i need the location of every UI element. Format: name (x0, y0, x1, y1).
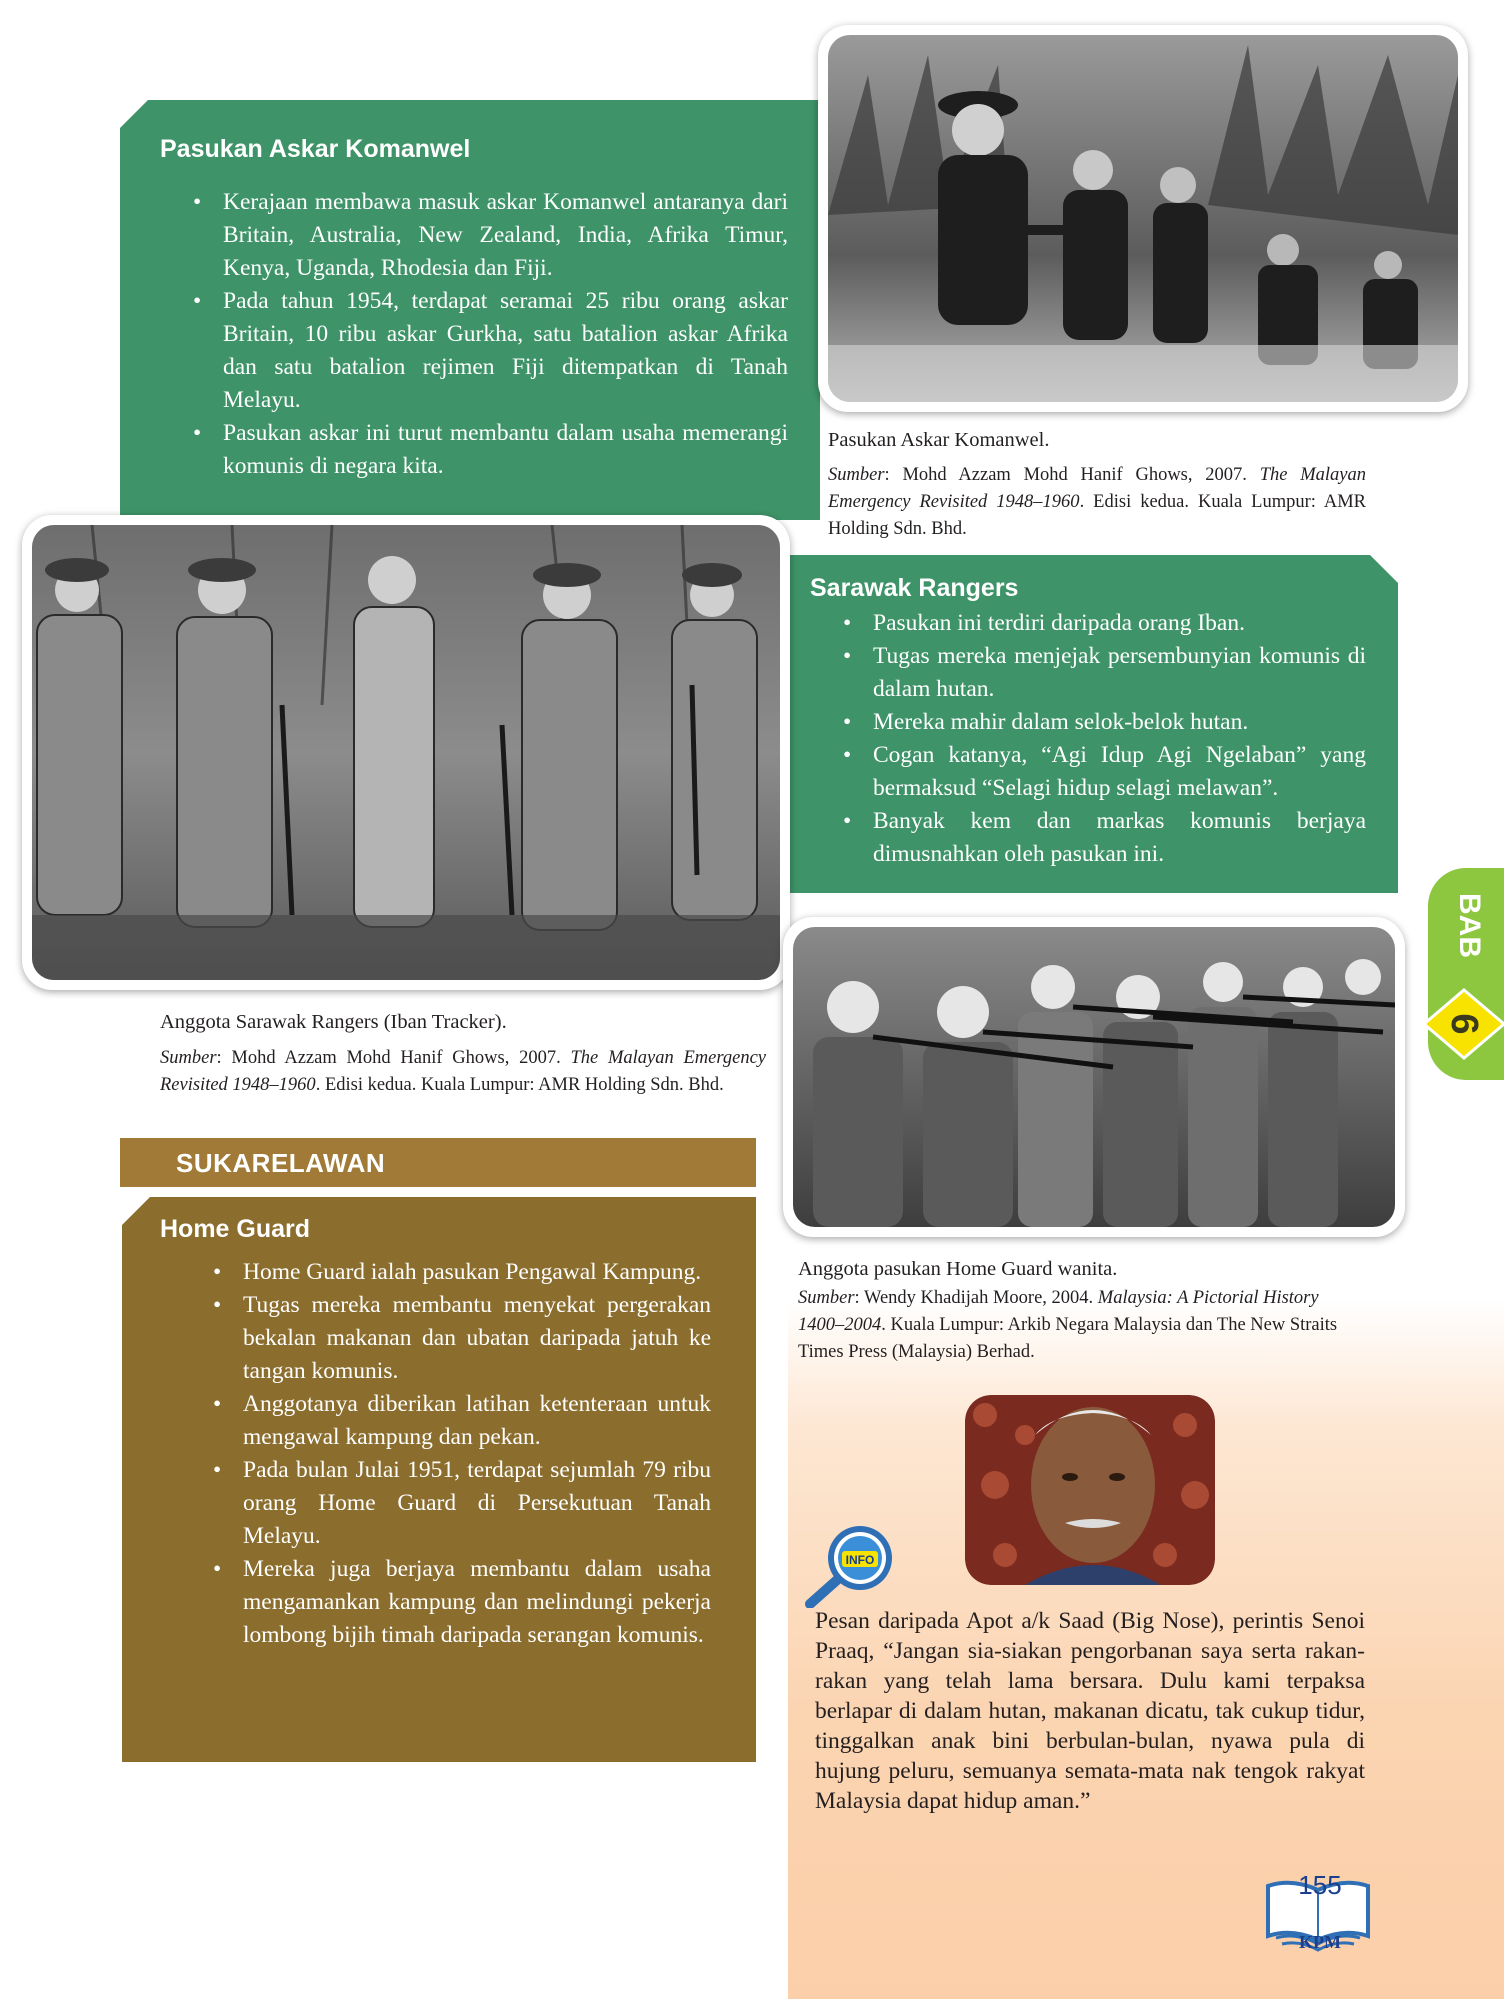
homeguard-photo-caption: Anggota pasukan Home Guard wanita. (798, 1258, 1118, 1280)
homeguard-bullet-list (243, 1256, 711, 1652)
source-label: Sumber (798, 1288, 855, 1308)
sarawak-bullet: • Pasukan ini terdiri daripada orang Iban. (873, 607, 1366, 640)
homeguard-bullet: • Tugas mereka membantu menyekat pergerakan bekalan makanan dan ubatan daripada jatuh ke tangan komunis. (243, 1289, 711, 1388)
source-label: Sumber (160, 1048, 217, 1068)
sarawak-bullet: • Cogan katanya, “Agi Idup Agi Ngelaban” yang bermaksud “Selagi hidup selagi melawan”. (873, 739, 1366, 805)
chapter-number: 6 (1443, 1013, 1485, 1035)
source-author: : Mohd Azzam Mohd Hanif Ghows, 2007. (216, 1048, 571, 1068)
apot-quote-text: Pesan daripada Apot a/k Saad (Big Nose), perintis Senoi Praaq, “Jangan sia-siakan pengorbanan saya serta rakan-rakan yang telah lama bersara. Dulu kami terpaksa berlapar di dalam hutan, makanan dicatu, tak cukup tidur, tinggalkan anak bini berbulan-bulan, nyawa pula di hujung peluru, semuanya semata-mata nak tengok rakyat Malaysia dapat hidup aman.” (815, 1608, 1365, 1814)
homeguard-women-photo (783, 917, 1405, 1237)
homeguard-heading: Home Guard (160, 1215, 311, 1243)
source-label: Sumber (828, 465, 885, 485)
page-number: 155 (1298, 1870, 1342, 1900)
apot-portrait-photo (965, 1395, 1215, 1585)
source-author: : Mohd Azzam Mohd Hanif Ghows, 2007. (884, 465, 1260, 485)
chapter-label: BAB (1453, 893, 1486, 958)
sarawak-photo-image (32, 525, 780, 980)
komanwel-heading: Pasukan Askar Komanwel (160, 135, 471, 163)
sarawak-bullet: • Mereka mahir dalam selok-belok hutan. (873, 706, 1366, 739)
komanwel-photo-caption: Pasukan Askar Komanwel. (828, 429, 1050, 451)
publisher-label: KPM (1299, 1932, 1341, 1952)
komanwel-photo-image (828, 35, 1458, 402)
apot-portrait-image (965, 1395, 1215, 1585)
homeguard-bullet: • Home Guard ialah pasukan Pengawal Kampung. (243, 1256, 711, 1289)
source-author: : Wendy Khadijah Moore, 2004. (854, 1288, 1098, 1308)
homeguard-photo-source (798, 1285, 1358, 1366)
source-publisher: . Edisi kedua. Kuala Lumpur: AMR Holding Sdn. Bhd. (828, 492, 1367, 539)
sarawak-photo-source (160, 1045, 766, 1099)
komanwel-soldiers-photo (818, 25, 1468, 412)
source-publisher: . Kuala Lumpur: Arkib Negara Malaysia dan The New Straits Times Press (Malaysia) Berhad. (798, 1315, 1338, 1362)
komanwel-bullet: • Kerajaan membawa masuk askar Komanwel antaranya dari Britain, Australia, New Zealand, India, Afrika Timur, Kenya, Uganda, Rhodesia dan Fiji. (223, 186, 788, 285)
source-publisher: . Edisi kedua. Kuala Lumpur: AMR Holding Sdn. Bhd. (315, 1075, 724, 1095)
source-book-title: The Malayan Emergency Revisited 1948–1960 (160, 1048, 766, 1095)
sarawak-heading: Sarawak Rangers (810, 574, 1019, 602)
homeguard-bullet: • Pada bulan Julai 1951, terdapat sejumlah 79 ribu orang Home Guard di Persekutuan Tanah Melayu. (243, 1454, 711, 1553)
homeguard-photo-image (793, 927, 1395, 1227)
sarawak-bullet: • Tugas mereka menjejak persembunyian komunis di dalam hutan. (873, 640, 1366, 706)
sarawak-photo-caption: Anggota Sarawak Rangers (Iban Tracker). (160, 1011, 507, 1033)
homeguard-bullet: • Anggotanya diberikan latihan ketenteraan untuk mengawal kampung dan pekan. (243, 1388, 711, 1454)
komanwel-bullet: • Pasukan askar ini turut membantu dalam usaha memerangi komunis di negara kita. (223, 417, 788, 483)
komanwel-bullet-list (223, 186, 788, 483)
sarawak-bullet: • Banyak kem dan markas komunis berjaya dimusnahkan oleh pasukan ini. (873, 805, 1366, 871)
sukarelawan-heading: SUKARELAWAN (176, 1148, 386, 1178)
sarawak-bullet-list (873, 607, 1366, 871)
source-book-title: The Malayan Emergency Revisited 1948–1960 (828, 465, 1366, 512)
source-book-title: Malaysia: A Pictorial History 1400–2004 (798, 1288, 1319, 1335)
info-badge-label: INFO (845, 1553, 875, 1567)
komanwel-photo-source (828, 462, 1366, 543)
homeguard-bullet: • Mereka juga berjaya membantu dalam usaha mengamankan kampung dan melindungi pekerja lombong bijih timah daripada serangan komunis. (243, 1553, 711, 1652)
sarawak-rangers-photo (22, 515, 790, 990)
komanwel-bullet: • Pada tahun 1954, terdapat seramai 25 ribu orang askar Britain, 10 ribu askar Gurkha, satu batalion askar Afrika dan satu batalion rejimen Fiji ditempatkan di Tanah Melayu. (223, 285, 788, 417)
info-magnifier-icon (800, 1518, 900, 1608)
